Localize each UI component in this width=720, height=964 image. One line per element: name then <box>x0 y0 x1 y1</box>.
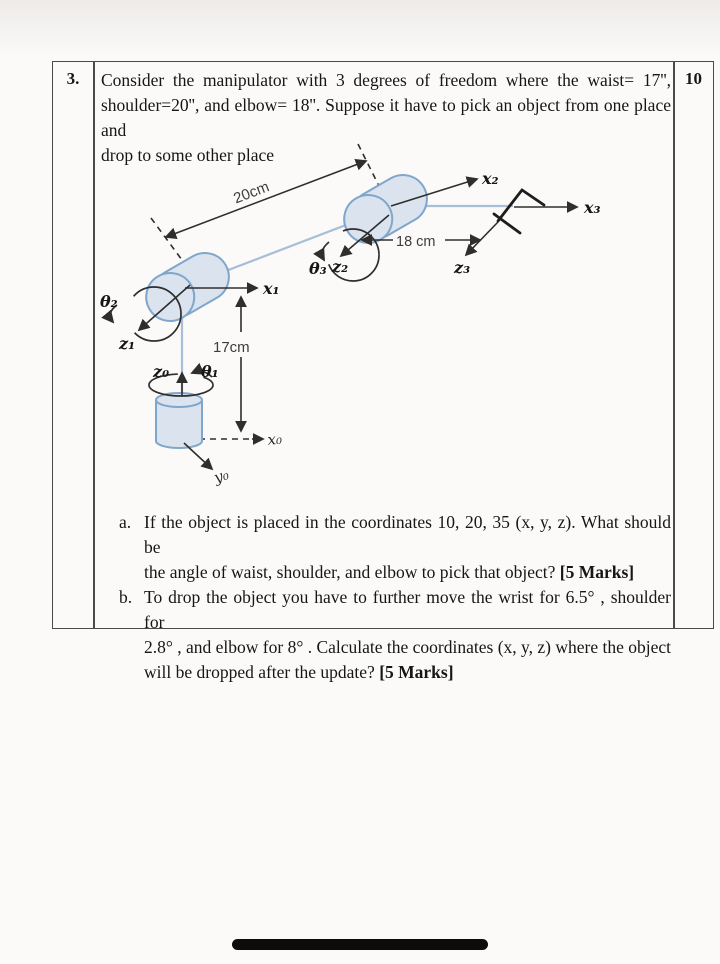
marks-value: 10 <box>685 69 702 88</box>
marks-badge-b: [5 Marks] <box>379 662 454 682</box>
marks-badge-a: [5 Marks] <box>559 562 635 582</box>
x1-axis-label: x₁ <box>263 279 280 298</box>
dim-18cm-label: 18 cm <box>396 234 436 250</box>
dim-20cm-label: 20cm <box>231 178 272 208</box>
subquestion-b-line1: To drop the object you have to further move the wrist for 6.5° , shoulder for <box>144 587 671 632</box>
theta3-label: θ₃ <box>309 259 327 278</box>
table-divider-right <box>673 62 675 628</box>
question-table <box>52 61 714 682</box>
question-text-line1: Consider the manipulator with 3 degrees of freedom where the waist= 17'', <box>101 70 671 90</box>
theta2-label: θ₂ <box>100 292 118 311</box>
robot-arm-diagram <box>96 141 626 509</box>
subquestion-b <box>119 585 671 685</box>
gripper <box>494 190 544 233</box>
z1-axis-dashed-guide <box>151 218 182 260</box>
z2-axis-label: z₂ <box>332 257 349 276</box>
subquestion-a-marker: a. <box>119 512 132 532</box>
question-text-line3: drop to some other place <box>101 145 275 165</box>
theta1-label: θ₁ <box>201 362 219 381</box>
dim-17cm-label: 17cm <box>213 339 250 356</box>
x3-axis-label: x₃ <box>584 198 601 217</box>
x2-axis-label: x₂ <box>482 169 499 188</box>
subquestion-a-line2: the angle of waist, shoulder, and elbow to pick that object? [5 Marks] <box>144 562 635 582</box>
z1-axis-label: z₁ <box>119 334 136 353</box>
z0-axis-label: z₀ <box>153 362 170 381</box>
question-text-line2: shoulder=20'', and elbow= 18''. Suppose it have to pick an object from one place and <box>101 95 671 140</box>
z3-axis-label: z₃ <box>454 258 471 277</box>
subquestion-a-line1: If the object is placed in the coordinates 10, 20, 35 (x, y, z). What should be <box>144 512 671 557</box>
subquestion-a <box>119 510 671 585</box>
subquestions <box>119 510 671 685</box>
table-divider-left <box>93 62 95 628</box>
x0-axis-label: x₀ <box>266 429 283 449</box>
subquestion-b-line2: 2.8° , and elbow for 8° . Calculate the coordinates (x, y, z) where the object <box>144 637 671 657</box>
base-cylinder <box>156 393 202 448</box>
y0-axis-arrow <box>184 443 212 469</box>
home-indicator-bar <box>232 939 488 950</box>
question-number: 3. <box>66 69 80 88</box>
theta3-rotation-arrow <box>322 242 329 260</box>
dim-20cm-arrow <box>166 161 366 237</box>
subquestion-b-marker: b. <box>119 587 133 607</box>
y0-axis-label: y₀ <box>211 465 232 487</box>
subquestion-b-line3: will be dropped after the update? [5 Marks] <box>144 662 454 682</box>
z3-axis-arrow <box>466 222 498 255</box>
